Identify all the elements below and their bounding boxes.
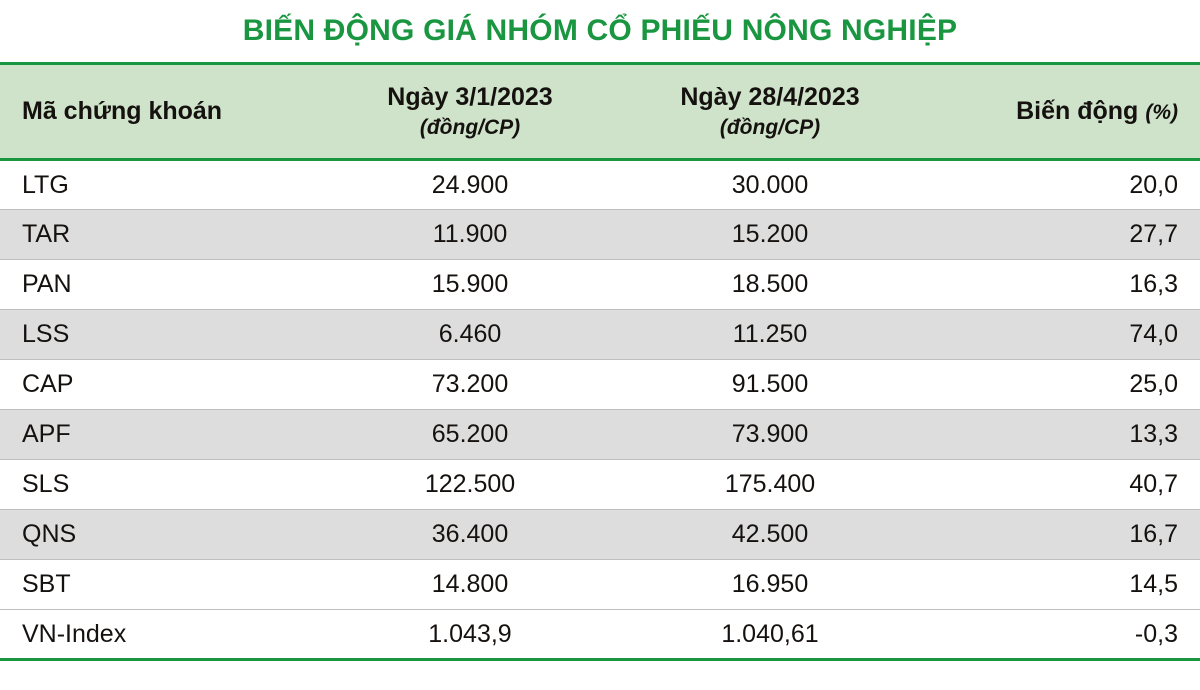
- table-row: [0, 410, 1200, 460]
- cell-price-end: 73.900: [620, 410, 920, 460]
- cell-price-end: 175.400: [620, 460, 920, 510]
- cell-change: 16,3: [920, 260, 1200, 310]
- table-row: [0, 360, 1200, 410]
- cell-change: 25,0: [920, 360, 1200, 410]
- cell-change: 20,0: [920, 160, 1200, 210]
- page-title: BIẾN ĐỘNG GIÁ NHÓM CỔ PHIẾU NÔNG NGHIỆP: [242, 14, 958, 47]
- table-row: [0, 560, 1200, 610]
- cell-price-start: 65.200: [320, 410, 620, 460]
- table-head: [0, 64, 1200, 160]
- page-title-bar: [0, 0, 1200, 62]
- cell-change: 13,3: [920, 410, 1200, 460]
- cell-price-start: 1.043,9: [320, 610, 620, 660]
- table-row: [0, 610, 1200, 660]
- cell-price-end: 15.200: [620, 210, 920, 260]
- table-row: [0, 260, 1200, 310]
- cell-price-end: 16.950: [620, 560, 920, 610]
- cell-price-start: 11.900: [320, 210, 620, 260]
- cell-change: 40,7: [920, 460, 1200, 510]
- table-row: [0, 310, 1200, 360]
- cell-change: 27,7: [920, 210, 1200, 260]
- table-row: [0, 510, 1200, 560]
- cell-change: 16,7: [920, 510, 1200, 560]
- cell-price-start: 36.400: [320, 510, 620, 560]
- cell-ticker: PAN: [0, 260, 320, 310]
- cell-ticker: TAR: [0, 210, 320, 260]
- column-header-price-start-label: Ngày 3/1/2023: [387, 82, 553, 111]
- column-header-price-end: [620, 64, 920, 160]
- table-header-row: [0, 64, 1200, 160]
- cell-ticker: LSS: [0, 310, 320, 360]
- cell-price-end: 11.250: [620, 310, 920, 360]
- cell-price-start: 122.500: [320, 460, 620, 510]
- cell-price-start: 73.200: [320, 360, 620, 410]
- cell-price-end: 91.500: [620, 360, 920, 410]
- column-header-price-start-unit: (đồng/CP): [419, 116, 521, 139]
- cell-ticker: SLS: [0, 460, 320, 510]
- cell-price-end: 30.000: [620, 160, 920, 210]
- column-header-ticker: [0, 64, 320, 160]
- column-header-ticker-label: Mã chứng khoán: [22, 96, 223, 125]
- cell-price-start: 24.900: [320, 160, 620, 210]
- column-header-price-end-unit: (đồng/CP): [719, 116, 821, 139]
- cell-change: -0,3: [920, 610, 1200, 660]
- cell-ticker: SBT: [0, 560, 320, 610]
- cell-price-end: 18.500: [620, 260, 920, 310]
- column-header-change: [920, 64, 1200, 160]
- cell-ticker: CAP: [0, 360, 320, 410]
- cell-price-end: 1.040,61: [620, 610, 920, 660]
- table-row: [0, 210, 1200, 260]
- price-change-table: [0, 62, 1200, 661]
- cell-ticker: VN-Index: [0, 610, 320, 660]
- cell-change: 74,0: [920, 310, 1200, 360]
- table-row: [0, 460, 1200, 510]
- column-header-change-label: Biến động: [1016, 96, 1139, 125]
- cell-price-end: 42.500: [620, 510, 920, 560]
- cell-ticker: APF: [0, 410, 320, 460]
- cell-change: 14,5: [920, 560, 1200, 610]
- column-header-price-start: [320, 64, 620, 160]
- cell-price-start: 15.900: [320, 260, 620, 310]
- table-body: [0, 160, 1200, 660]
- table-row: [0, 160, 1200, 210]
- cell-ticker: LTG: [0, 160, 320, 210]
- column-header-change-unit: (%): [1145, 100, 1178, 124]
- column-header-price-end-label: Ngày 28/4/2023: [680, 82, 860, 111]
- cell-ticker: QNS: [0, 510, 320, 560]
- cell-price-start: 6.460: [320, 310, 620, 360]
- cell-price-start: 14.800: [320, 560, 620, 610]
